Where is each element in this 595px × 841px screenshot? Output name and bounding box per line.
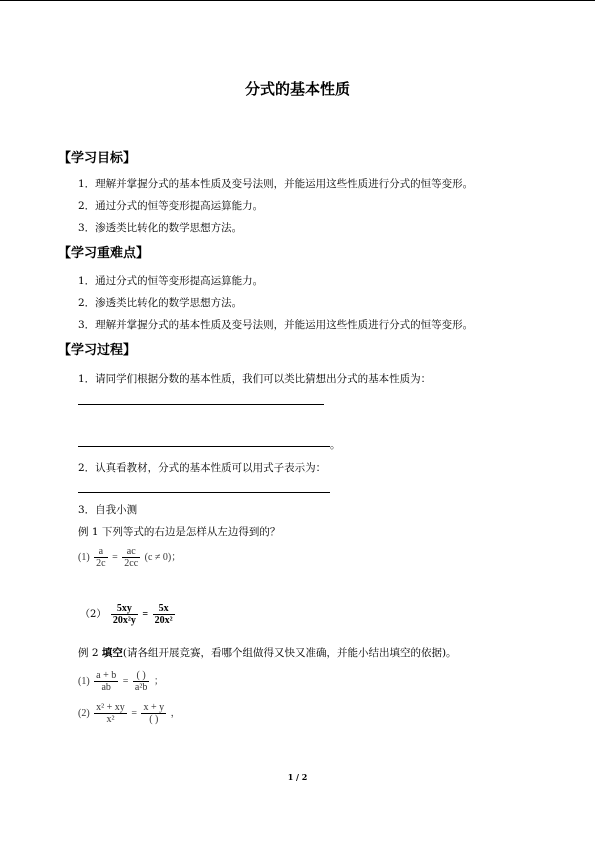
answer-blank-line (78, 446, 330, 447)
answer-blank-line (78, 492, 330, 493)
process-question-2: 2．认真看教材，分式的基本性质可以用式子表示为： (78, 462, 327, 474)
process-question-3: 3．自我小测 (78, 504, 138, 516)
page-number: 1 / 2 (287, 772, 308, 782)
goal-item-2: 2．通过分式的恒等变形提高运算能力。 (78, 200, 264, 212)
example-1-prompt: 例 1 下列等式的右边是怎样从左边得到的？ (78, 526, 281, 538)
page-title: 分式的基本性质 (244, 80, 350, 98)
section-heading-goals: 【学习目标】 (58, 151, 137, 166)
example-1-formula-2: （2） $\frac{5xy}{\text{20x²y}}$ = $\frac{5x}{\text{20x²}}$ (80, 603, 173, 626)
goal-item-1: 1．理解并掌握分式的基本性质及变号法则，并能运用这些性质进行分式的恒等变形。 (78, 178, 474, 190)
section-heading-keypoints: 【学习重难点】 (58, 246, 150, 261)
sentence-end-mark: 。 (330, 439, 341, 451)
keypoint-item-3: 3．理解并掌握分式的基本性质及变号法则，并能运用这些性质进行分式的恒等变形。 (78, 319, 474, 331)
example-2-formula-1: (1) $\frac{a + b}{ab}$ = $\frac{( )}{\text{a²b}}$ ； (78, 670, 164, 693)
keypoint-item-2: 2．渗透类比转化的数学思想方法。 (78, 297, 243, 309)
example-2-formula-2: (2) $\frac{\text{x² + xy}}{\text{x²}}$ = $\frac{x + y}{( )}$ ， (78, 702, 181, 725)
section-heading-process: 【学习过程】 (58, 343, 137, 358)
answer-blank-line (78, 404, 324, 405)
goal-item-3: 3．渗透类比转化的数学思想方法。 (78, 222, 243, 234)
keypoint-item-1: 1．通过分式的恒等变形提高运算能力。 (78, 275, 264, 287)
page-top-border (0, 0, 595, 1)
example-2-prompt: 例 2 填空(请各组开展竞赛，看哪个组做得又快又准确，并能小结出填空的依据)。 (78, 647, 457, 659)
process-question-1: 1．请同学们根据分数的基本性质，我们可以类比猜想出分式的基本性质为： (78, 373, 432, 385)
example-1-formula-1: (1) $\frac{a}{2c}$ = $\frac{ac}{2cc}$ (c ≠ 0)； (78, 546, 182, 569)
